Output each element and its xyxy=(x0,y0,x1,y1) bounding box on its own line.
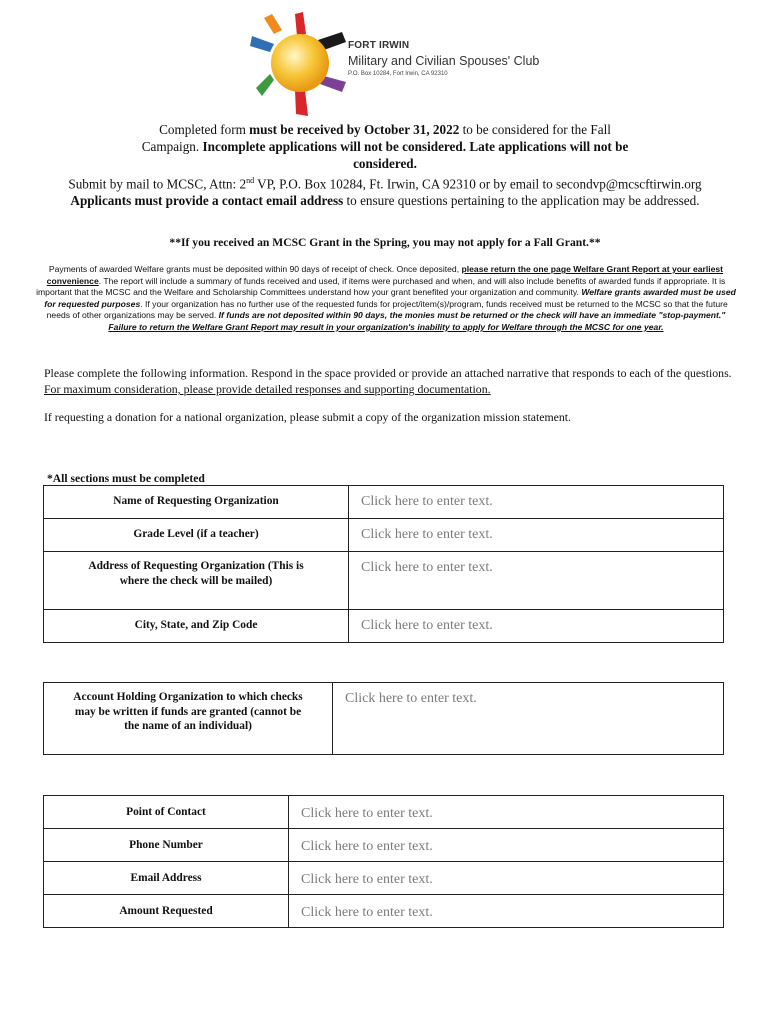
field-label: Point of Contact xyxy=(44,796,289,829)
table-row xyxy=(44,552,724,610)
table-row xyxy=(44,895,724,928)
instructions-paragraph: Please complete the following information. Respond in the space provided or provide an attached narrative that responds to each of the questions. For maximum consideration, please provide detailed responses and supporting documentation. xyxy=(44,366,732,396)
account-table xyxy=(43,682,724,755)
field-label: Grade Level (if a teacher) xyxy=(44,519,349,552)
ray-red-bottom xyxy=(295,90,308,116)
field-label: Phone Number xyxy=(44,829,289,862)
organization-table xyxy=(43,485,724,643)
field-label: Amount Requested xyxy=(44,895,289,928)
field-label: Account Holding Organization to which checks may be written if funds are granted (cannot be the name of an individual) xyxy=(44,683,333,755)
placeholder-text[interactable]: Click here to enter text. xyxy=(301,806,433,821)
intro-line-3: considered. xyxy=(353,156,417,171)
ray-green xyxy=(256,74,274,96)
account-holding-field[interactable] xyxy=(333,683,724,755)
amount-requested-field[interactable] xyxy=(289,895,724,928)
phone-number-field[interactable] xyxy=(289,829,724,862)
placeholder-text[interactable]: Click here to enter text. xyxy=(301,839,433,854)
organization-name-field[interactable] xyxy=(349,486,724,519)
intro-block xyxy=(30,121,740,209)
city-state-zip-field[interactable] xyxy=(349,610,724,643)
ray-orange xyxy=(264,14,282,34)
email-address-field[interactable] xyxy=(289,862,724,895)
field-label: Address of Requesting Organization (This is where the check will be mailed) xyxy=(44,552,349,610)
field-label: City, State, and Zip Code xyxy=(44,610,349,643)
table-row xyxy=(44,683,724,755)
address-field[interactable] xyxy=(349,552,724,610)
logo-text xyxy=(348,40,539,77)
contact-table xyxy=(43,795,724,928)
intro-line-5: Applicants must provide a contact email address to ensure questions pertaining to the application may be addressed. xyxy=(70,193,700,209)
table-row xyxy=(44,610,724,643)
point-of-contact-field[interactable] xyxy=(289,796,724,829)
placeholder-text[interactable]: Click here to enter text. xyxy=(361,618,493,633)
sun-shape xyxy=(271,34,329,92)
table-row xyxy=(44,862,724,895)
national-org-note: If requesting a donation for a national organization, please submit a copy of the organization mission statement. xyxy=(44,410,572,424)
all-sections-note: *All sections must be completed xyxy=(47,472,205,485)
table-row xyxy=(44,486,724,519)
grade-level-field[interactable] xyxy=(349,519,724,552)
field-label: Email Address xyxy=(44,862,289,895)
placeholder-text[interactable]: Click here to enter text. xyxy=(301,872,433,887)
intro-line-4: Submit by mail to MCSC, Attn: 2nd VP, P.O. Box 10284, Ft. Irwin, CA 92310 or by email to secondvp@mcscftirwin.org xyxy=(68,176,702,192)
logo-line-3: P.O. Box 10284, Fort Irwin, CA 92310 xyxy=(348,71,448,77)
field-label: Name of Requesting Organization xyxy=(44,486,349,519)
ray-red-top xyxy=(295,12,306,36)
ray-blue xyxy=(250,36,274,52)
logo-line-1: FORT IRWIN xyxy=(348,40,410,51)
grant-note: **If you received an MCSC Grant in the Spring, you may not apply for a Fall Grant.** xyxy=(169,236,601,249)
intro-line-2: Campaign. Incomplete applications will not be considered. Late applications will not be xyxy=(141,139,629,154)
placeholder-text[interactable]: Click here to enter text. xyxy=(361,494,493,509)
logo-line-2: Military and Civilian Spouses' Club xyxy=(348,54,540,68)
table-row xyxy=(44,829,724,862)
table-row xyxy=(44,796,724,829)
intro-line-1: Completed form must be received by October 31, 2022 to be considered for the Fall xyxy=(159,122,611,137)
placeholder-text[interactable]: Click here to enter text. xyxy=(345,691,477,706)
placeholder-text[interactable]: Click here to enter text. xyxy=(361,527,493,542)
placeholder-text[interactable]: Click here to enter text. xyxy=(301,905,433,920)
table-row xyxy=(44,519,724,552)
payments-paragraph: Payments of awarded Welfare grants must be deposited within 90 days of receipt of check. Once deposited, please return the one page Welfare Grant Report at your earliest convenience. The report will include a summary of funds received and used, if items were purchased and when, and will also include benefits of awarded funds if appropriate. It is important that the MCSC and the Welfare and Scholarship Committees understand how your grant benefited your organization and community. Welfare grants awarded must be used for requested purposes. If your organization has no further use of the requested funds for project/item(s)/program, funds received must be returned to the MCSC so that the future needs of other organizations may be served. If funds are not deposited within 90 days, the monies must be returned or the check will have an immediate "stop-payment." Failure to return the Welfare Grant Report may result in your organization's inability to apply for Welfare through the MCSC for one year. xyxy=(36,264,736,332)
placeholder-text[interactable]: Click here to enter text. xyxy=(361,560,493,575)
